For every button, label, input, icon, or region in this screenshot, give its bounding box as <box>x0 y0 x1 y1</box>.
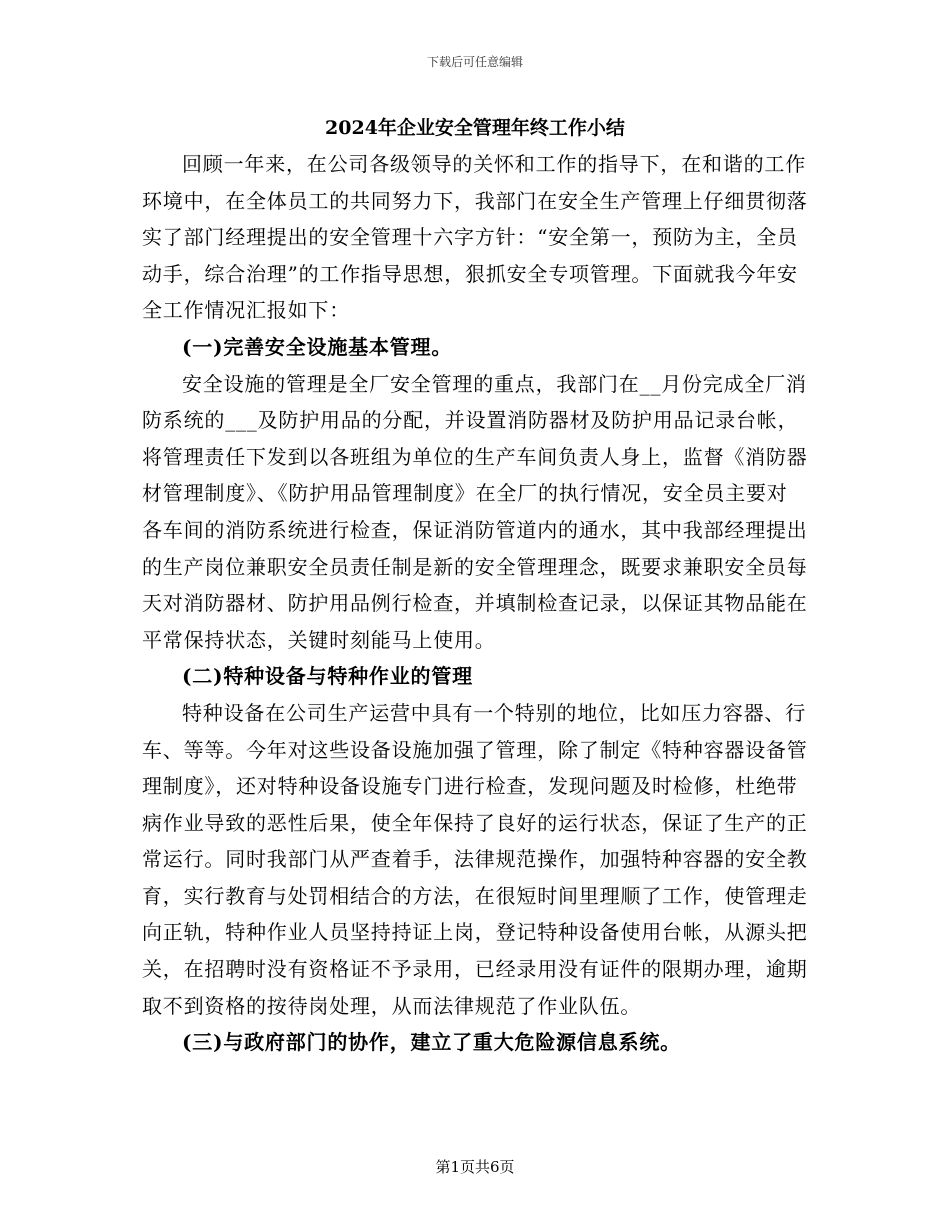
section-2-heading: (二)特种设备与特种作业的管理 <box>182 664 473 689</box>
page-number: 第1页共6页 <box>435 1158 515 1176</box>
section-1-heading: (一)完善安全设施基本管理。 <box>182 334 453 359</box>
section-2-paragraph: 特种设备在公司生产运营中具有一个特别的地位，比如压力容器、行车、等等。今年对这些设备设施加强了管理，除了制定《特种容器设备管理制度》，还对特种设备设施专门进行检查，发现问题及时检修，杜绝带病作业导致的恶性后果，使全年保持了良好的运行状态，保证了生产的正常运行。同时我部门从严查着手，法律规范操作，加强特种容器的安全教育，实行教育与处罚相结合的方法，在很短时间里理顺了工作，使管理走向正轨，特种作业人员坚持持证上岗，登记特种设备使用台帐，从源头把关，在招聘时没有资格证不予录用，已经录用没有证件的限期办理，逾期取不到资格的按待岗处理，从而法律规范了作业队伍。 <box>142 700 808 1018</box>
page-header-note: 下载后可任意编辑 <box>426 55 523 69</box>
section-3-heading: (三)与政府部门的协作，建立了重大危险源信息系统。 <box>182 1030 681 1055</box>
section-1-paragraph: 安全设施的管理是全厂安全管理的重点，我部门在__月份完成全厂消防系统的___及防护用品的分配，并设置消防器材及防护用品记录台帐，将管理责任下发到以各班组为单位的生产车间负责人身上，监督《消防器材管理制度》、《防护用品管理制度》在全厂的执行情况，安全员主要对各车间的消防系统进行检查，保证消防管道内的通水，其中我部经理提出的生产岗位兼职安全员责任制是新的安全管理理念，既要求兼职安全员每天对消防器材、防护用品例行检查，并填制检查记录，以保证其物品能在平常保持状态，关键时刻能马上使用。 <box>142 371 808 652</box>
intro-paragraph: 回顾一年来，在公司各级领导的关怀和工作的指导下，在和谐的工作环境中，在全体员工的共同努力下，我部门在安全生产管理上仔细贯彻落实了部门经理提出的安全管理十六字方针：“安全第一，预防为主，全员动手，综合治理”的工作指导思想，狠抓安全专项管理。下面就我今年安全工作情况汇报如下： <box>142 152 808 323</box>
document-body <box>142 146 808 1061</box>
document-title: 2024年企业安全管理年终工作小结 <box>325 117 625 139</box>
